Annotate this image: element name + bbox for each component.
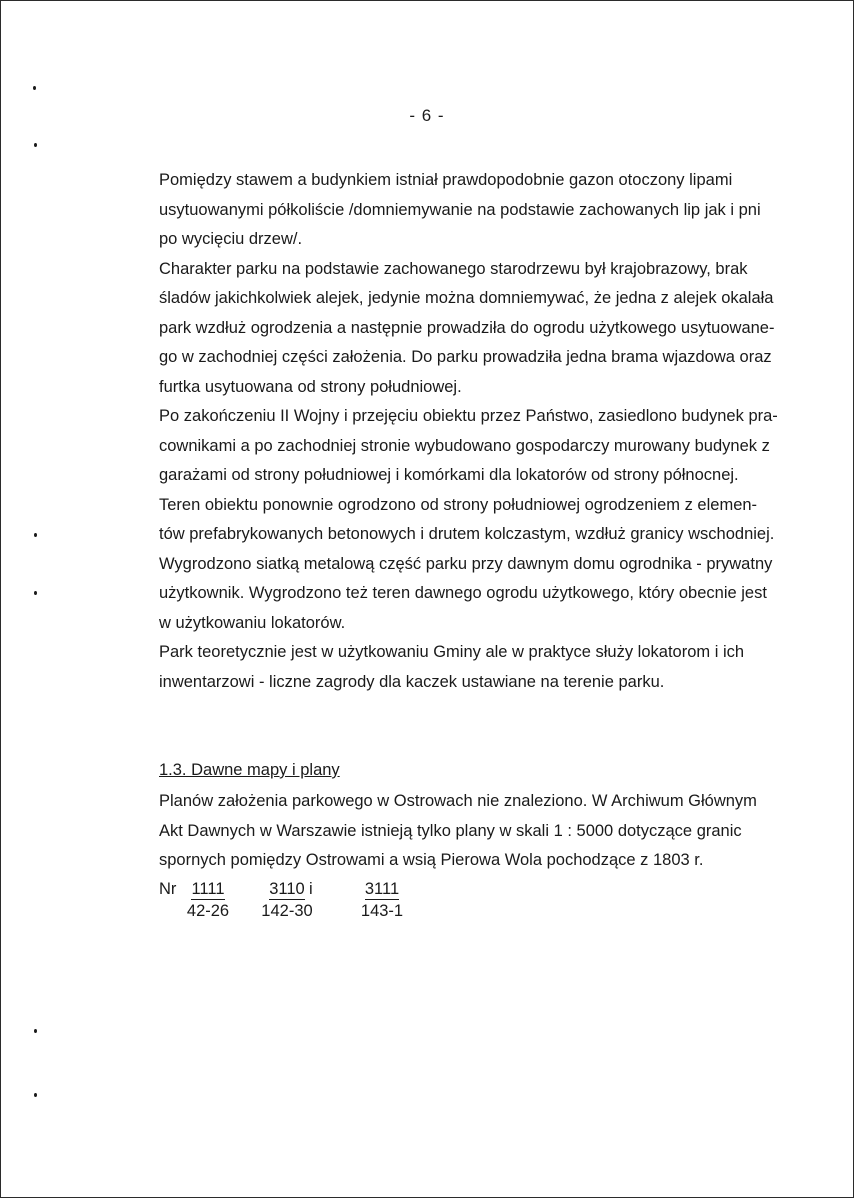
page-number: - 6 - — [409, 106, 445, 125]
text-line: tów prefabrykowanych betonowych i drutem kolczastym, wzdłuż granicy wschodniej. — [159, 525, 775, 543]
text-line: go w zachodniej części założenia. Do parku prowadziła jedna brama wjazdowa oraz — [159, 348, 772, 366]
plan-numbers-conjunction: i — [309, 880, 313, 898]
scan-dot — [33, 86, 36, 90]
text-line: śladów jakichkolwiek alejek, jedynie można domniemywać, że jedna z alejek okalała — [159, 289, 774, 307]
text-line: w użytkowaniu lokatorów. — [159, 613, 346, 632]
scan-dot — [34, 1093, 37, 1097]
text-line: po wycięciu drzew/. — [159, 230, 303, 248]
text-line: Pomiędzy stawem a budynkiem istniał prawdopodobnie gazon otoczony lipami — [159, 171, 733, 189]
text-line: Planów założenia parkowego w Ostrowach nie znaleziono. W Archiwum Głównym — [159, 792, 757, 810]
body-paragraph — [159, 166, 819, 697]
text-line: Teren obiektu ponownie ogrodzono od strony południowej ogrodzeniem z elemen- — [159, 495, 758, 514]
text-line: Akt Dawnych w Warszawie istnieją tylko plany w skali 1 : 5000 dotyczące granic — [159, 821, 742, 840]
plan-number-denominator: 42-26 — [186, 902, 230, 920]
text-line: park wzdłuż ogrodzenia a następnie prowadziła do ogrodu użytkowego usytuowane- — [159, 318, 775, 337]
plan-number-numerator: 1111 — [191, 880, 225, 898]
text-line: spornych pomiędzy Ostrowami a wsią Pierowa Wola pochodzące z 1803 r. — [159, 851, 704, 869]
text-line: inwentarzowi - liczne zagrody dla kaczek ustawiane na terenie parku. — [159, 672, 665, 691]
text-line: garażami od strony południowej i komórkami dla lokatorów od strony północnej. — [159, 466, 739, 484]
text-line: furtka usytuowana od strony południowej. — [159, 377, 462, 396]
plan-number — [257, 878, 317, 922]
text-line: Park teoretycznie jest w użytkowaniu Gminy ale w praktyce służy lokatorom i ich — [159, 643, 745, 661]
plan-number — [359, 878, 405, 922]
text-line: Wygrodzono siatką metalową część parku przy dawnym domu ogrodnika - prywatny — [159, 554, 773, 573]
plan-number-denominator: 143-1 — [360, 902, 404, 920]
text-line: użytkownik. Wygrodzono też teren dawnego ogrodu użytkowego, który obecnie jest — [159, 584, 767, 602]
text-line: Charakter parku na podstawie zachowanego starodrzewu był krajobrazowy, brak — [159, 259, 748, 278]
scan-dot — [34, 533, 37, 537]
text-line: Po zakończeniu II Wojny i przejęciu obiektu przez Państwo, zasiedlono budynek pra- — [159, 407, 778, 425]
text-line: cownikami a po zachodniej stronie wybudowano gospodarczy murowany budynek z — [159, 436, 770, 455]
plan-number-numerator: 3110 — [269, 880, 305, 898]
plan-number-denominator: 142-30 — [261, 902, 313, 920]
text-line: usytuowanymi półkoliście /domniemywanie na podstawie zachowanych lip jak i pni — [159, 200, 761, 219]
section-paragraph — [159, 787, 819, 876]
section-heading: 1.3. Dawne mapy i plany — [159, 761, 340, 779]
plan-number — [183, 878, 233, 922]
scan-dot — [34, 591, 37, 595]
plan-number-numerator: 3111 — [364, 880, 400, 898]
scan-dot — [34, 1029, 37, 1033]
scan-dot — [34, 143, 37, 147]
plan-numbers-label: Nr — [159, 880, 177, 898]
